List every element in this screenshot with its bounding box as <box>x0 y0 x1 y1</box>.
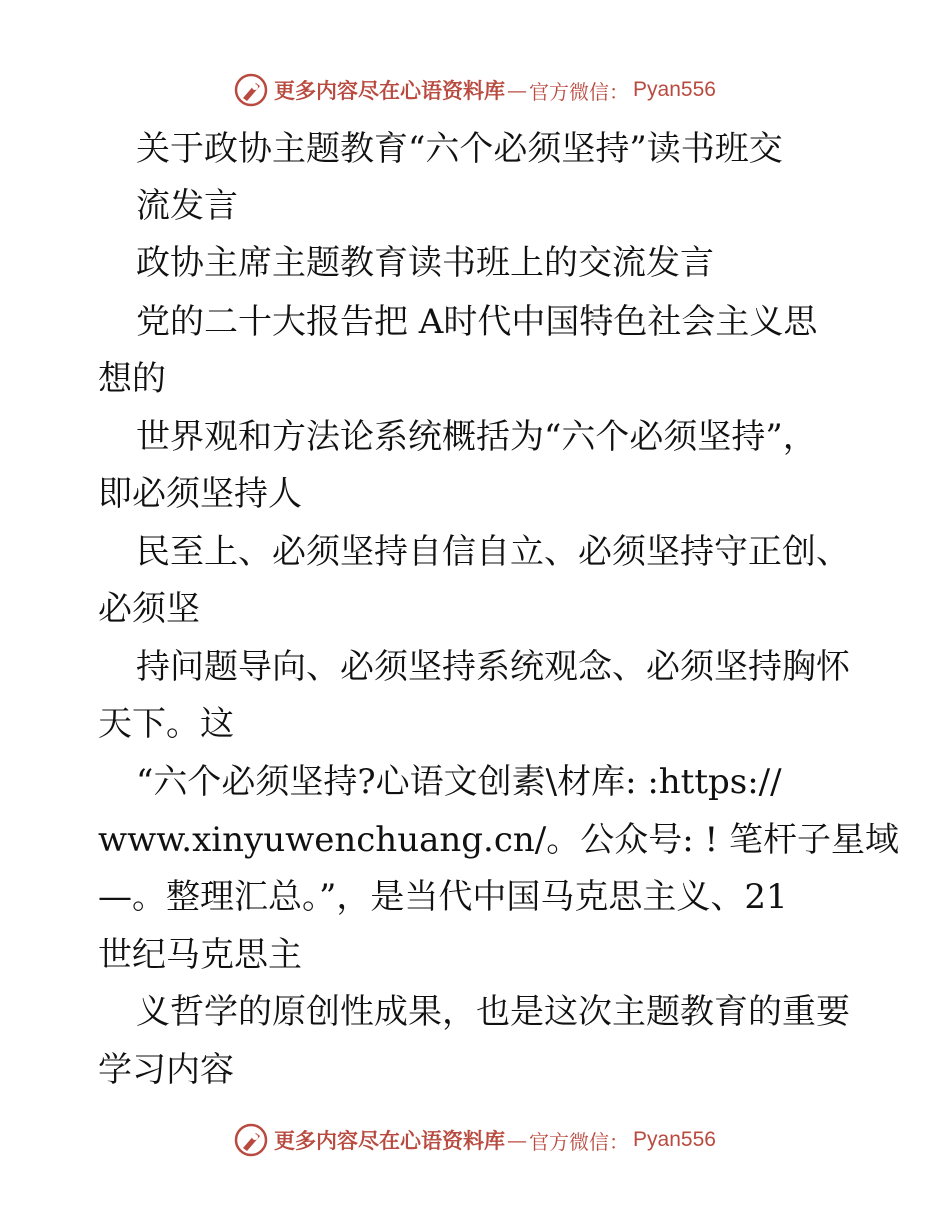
banner-official-label: 官方微信： <box>529 1129 630 1154</box>
text-line: 必须坚 <box>98 589 200 629</box>
banner-brand-text: 更多内容尽在心语资料库 <box>274 1128 506 1153</box>
banner-separator: — <box>507 1128 528 1152</box>
text-line: 持问题导向、必须坚持系统观念、必须坚持胸怀 <box>136 647 850 687</box>
text-line: —。整理汇总。”，是当代中国马克思主义、21 <box>98 877 788 917</box>
banner-brand-text: 更多内容尽在心语资料库 <box>274 78 506 103</box>
banner-separator: — <box>507 78 528 102</box>
banner-wechat-id: Pyan556 <box>633 78 716 101</box>
footer-banner <box>0 1120 950 1160</box>
text-line: 天下。这 <box>98 704 234 744</box>
text-line: 民至上、必须坚持自信自立、必须坚持守正创、 <box>136 532 850 572</box>
text-line: 党的二十大报告把 A时代中国特色社会主义思 <box>136 302 818 342</box>
text-line: 关于政协主题教育“六个必须坚持”读书班交 <box>136 129 783 169</box>
text-line: 流发言 <box>136 186 238 226</box>
text-line: 世界观和方法论系统概括为“六个必须坚持”， <box>136 417 817 457</box>
banner-official-label: 官方微信： <box>529 79 630 104</box>
pen-circle-logo-icon <box>234 1123 268 1157</box>
text-line: 世纪马克思主 <box>98 935 302 975</box>
text-line: 义哲学的原创性成果，也是这次主题教育的重要 <box>136 992 850 1032</box>
header-banner <box>0 70 950 110</box>
text-line: www.xinyuwenchuang.cn/。公众号: ! 笔杆子星域 <box>98 820 899 860</box>
pen-circle-logo-icon <box>234 73 268 107</box>
text-line: 即必须坚持人 <box>98 474 302 514</box>
text-line: 学习内容 <box>98 1050 234 1090</box>
text-line: “六个必须坚持?心语文创素\材库: :https:// <box>136 762 782 802</box>
text-line: 想的 <box>98 359 166 399</box>
banner-wechat-id: Pyan556 <box>633 1128 716 1151</box>
text-line: 政协主席主题教育读书班上的交流发言 <box>136 243 714 283</box>
